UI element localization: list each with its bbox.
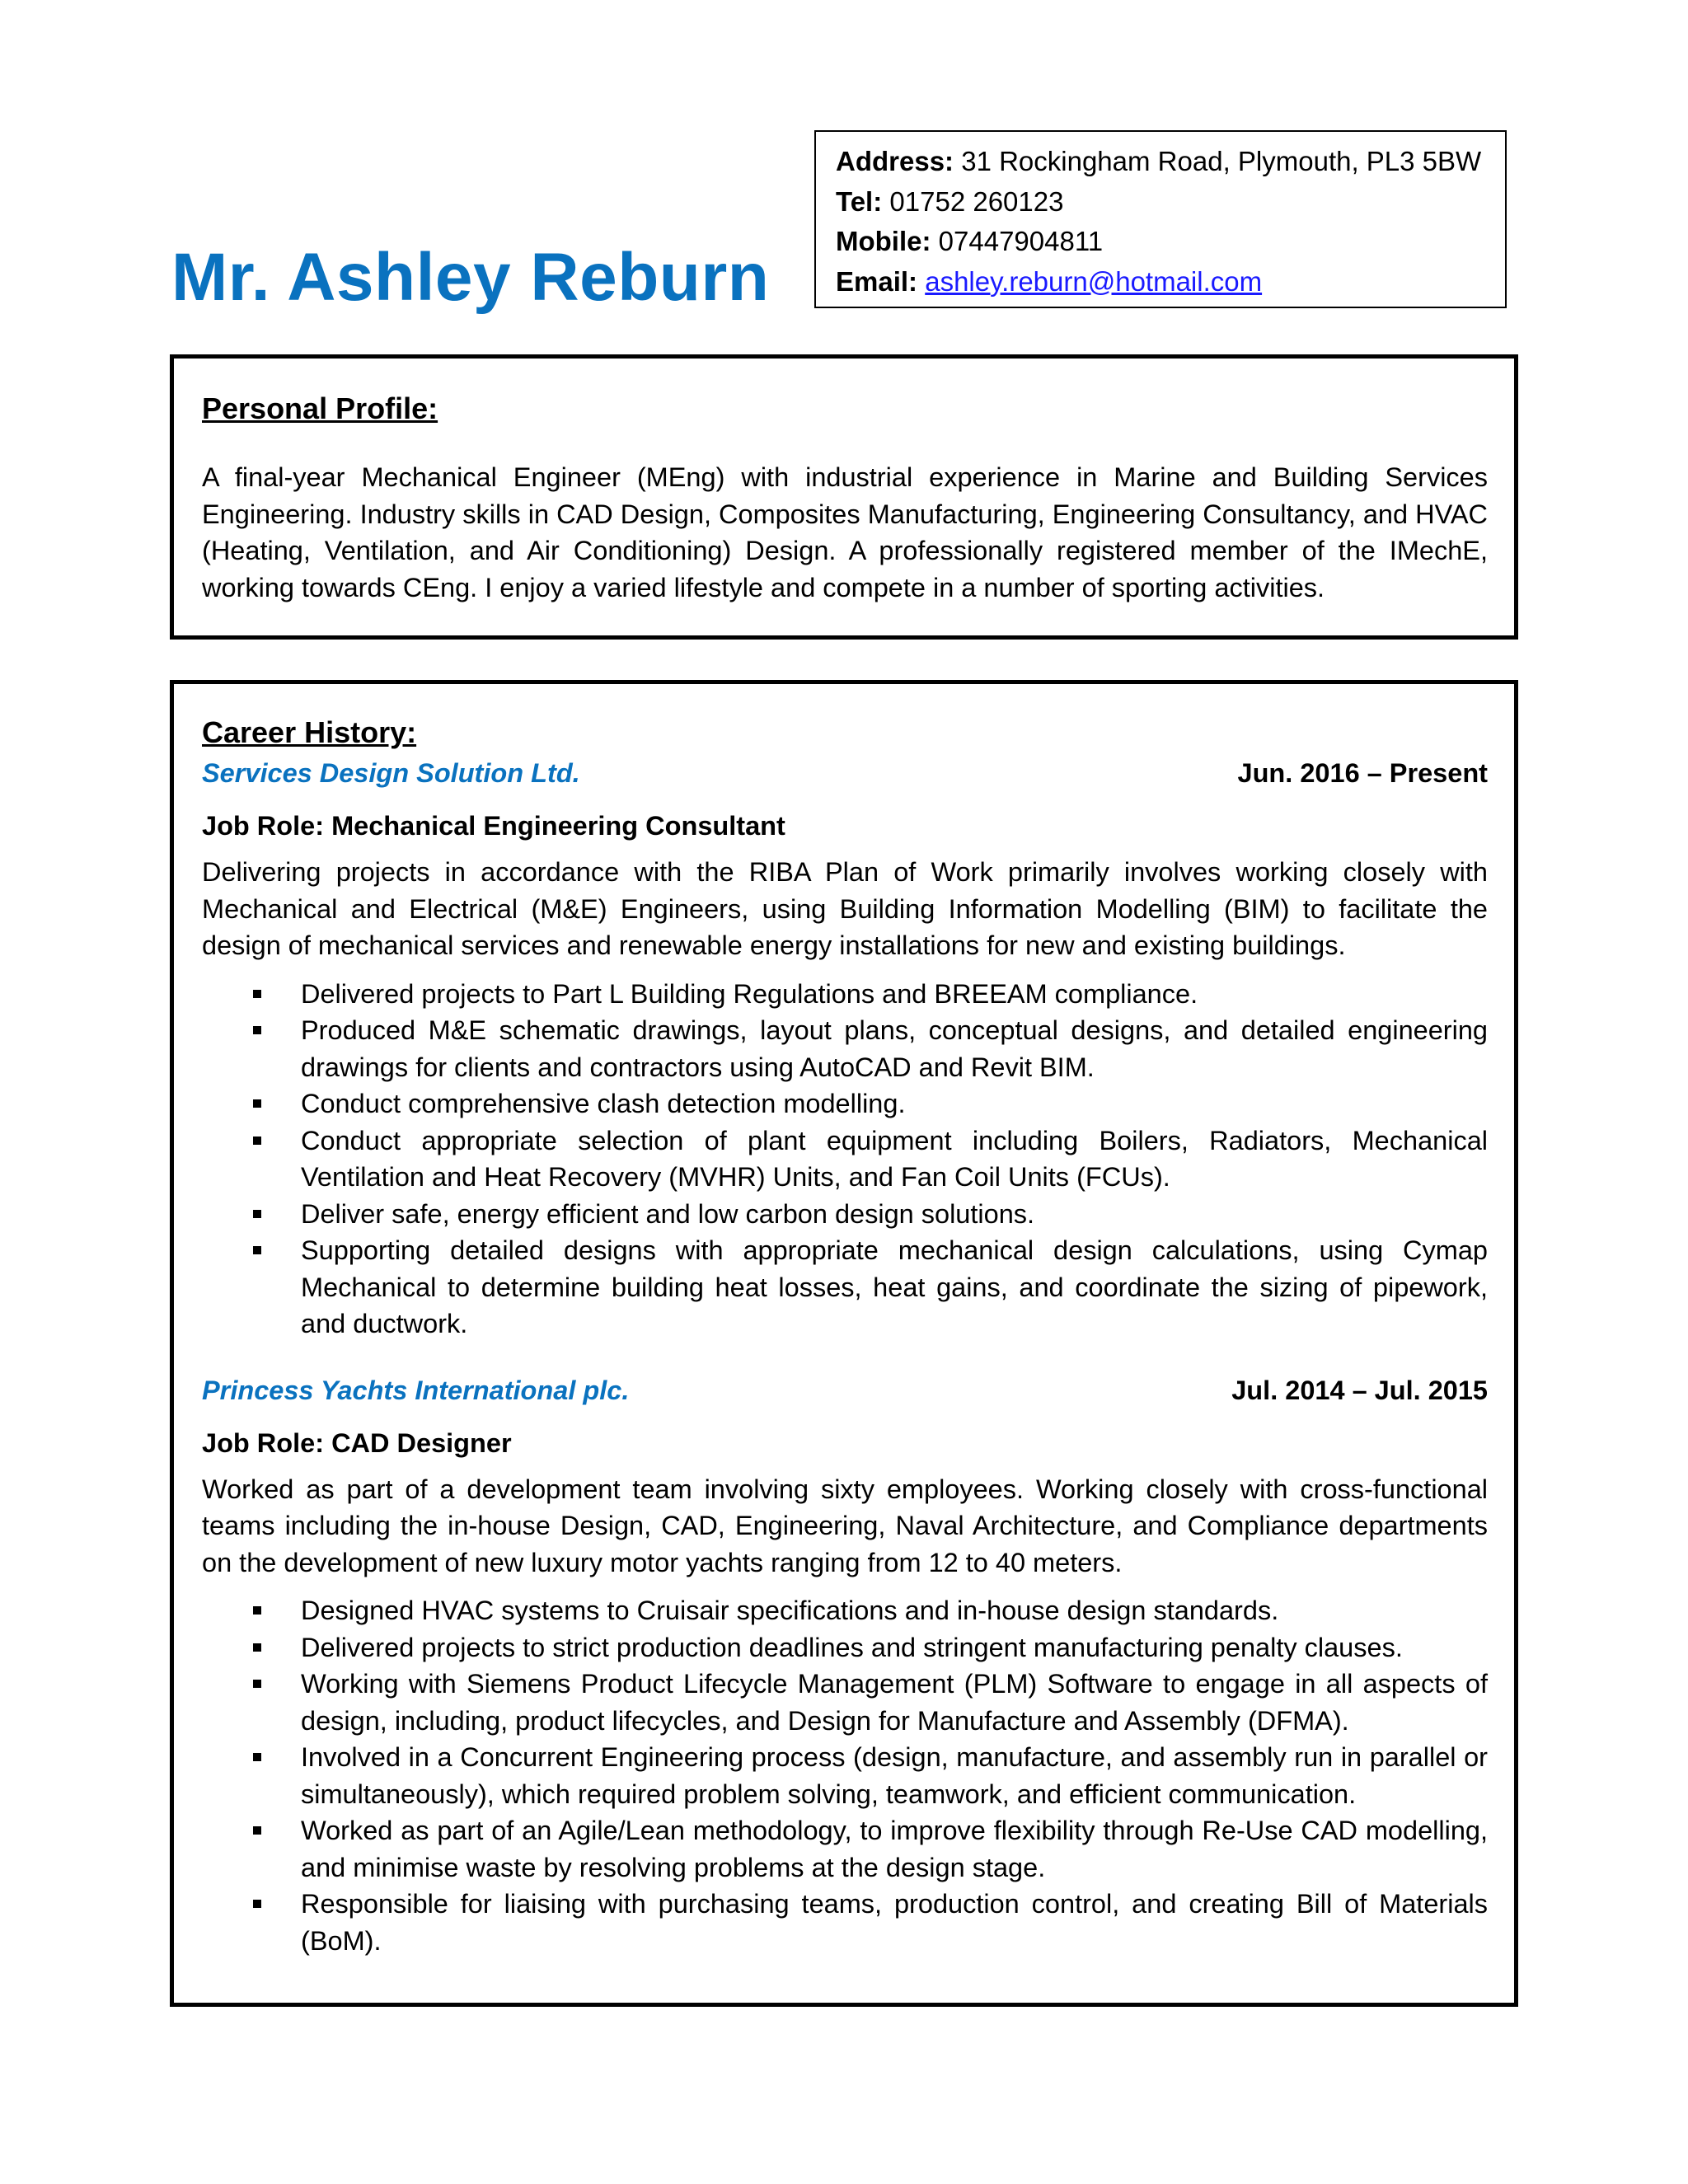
- job-bullet: [301, 1196, 1488, 1233]
- job-header: [202, 1372, 1488, 1408]
- candidate-name: Mr. Ashley Reburn: [171, 240, 770, 315]
- job-bullet: [301, 1812, 1488, 1886]
- mobile-label: Mobile:: [836, 226, 931, 256]
- bullet-text: Produced M&E schematic drawings, layout plans, conceptual designs, and detailed engineering drawings for clients and contractors using AutoCAD and Revit BIM.: [301, 1015, 1488, 1082]
- job-bullet: [301, 1122, 1488, 1196]
- square-bullet-icon: [253, 1099, 261, 1108]
- bullet-text: Deliver safe, energy efficient and low carbon design solutions.: [301, 1198, 1035, 1229]
- job-bullet: [301, 1085, 1488, 1122]
- email-label: Email:: [836, 265, 918, 297]
- bullet-text: Delivered projects to Part L Building Regulations and BREEAM compliance.: [301, 978, 1198, 1009]
- job-role: Job Role: CAD Designer: [202, 1427, 512, 1458]
- square-bullet-icon: [253, 1680, 261, 1688]
- company-name: Services Design Solution Ltd.: [202, 758, 580, 789]
- contact-mobile: [836, 222, 1505, 262]
- job-bullet: [301, 1666, 1488, 1739]
- square-bullet-icon: [253, 1026, 261, 1034]
- job-dates: Jul. 2014 – Jul. 2015: [1231, 1375, 1488, 1405]
- contact-tel: [836, 182, 1505, 223]
- job-bullet-list: [202, 1592, 1488, 1959]
- personal-profile-section: [170, 354, 1518, 640]
- profile-heading: Personal Profile:: [202, 391, 438, 425]
- bullet-text: Working with Siemens Product Lifecycle Management (PLM) Software to engage in all aspects of design, including, product lifecycles, and Design for Manufacture and Assembly (DFMA).: [301, 1669, 1488, 1736]
- bullet-text: Worked as part of an Agile/Lean methodology, to improve flexibility through Re-Use CAD modelling, and minimise waste by resolving problems at the design stage.: [301, 1816, 1488, 1882]
- square-bullet-icon: [253, 990, 261, 998]
- job-header: [202, 755, 1488, 791]
- job-description: Worked as part of a development team involving sixty employees. Working closely with cross-functional teams including the in-house Design, CAD, Engineering, Naval Architecture, and Compliance departments on the development of new luxury motor yachts ranging from 12 to 40 meters.: [202, 1474, 1488, 1577]
- job-bullet-list: [202, 976, 1488, 1343]
- career-history-section: [170, 680, 1518, 2007]
- email-link[interactable]: ashley.reburn@hotmail.com: [925, 265, 1263, 297]
- job-entry: [202, 1372, 1488, 1960]
- square-bullet-icon: [253, 1137, 261, 1145]
- bullet-text: Responsible for liaising with purchasing teams, production control, and creating Bill of Materials (BoM).: [301, 1889, 1488, 1956]
- profile-text: A final-year Mechanical Engineer (MEng) with industrial experience in Marine and Building Services Engineering. Industry skills in CAD Design, Composites Manufacturing, Engineering Consultancy, and HVAC (Heating, Ventilation, and Air Conditioning) Design. A professionally registered member of the IMechE, working towards CEng. I enjoy a varied lifestyle and compete in a number of sporting activities.: [202, 462, 1488, 602]
- job-dates: Jun. 2016 – Present: [1237, 758, 1488, 789]
- bullet-text: Delivered projects to strict production deadlines and stringent manufacturing penalty clauses.: [301, 1632, 1403, 1662]
- square-bullet-icon: [253, 1606, 261, 1615]
- address-label: Address:: [836, 146, 954, 176]
- job-description: Delivering projects in accordance with the RIBA Plan of Work primarily involves working closely with Mechanical and Electrical (M&E) Engineers, using Building Information Modelling (BIM) to facilitate the design of mechanical services and renewable energy installations for new and existing buildings.: [202, 857, 1488, 961]
- job-bullet: [301, 1886, 1488, 1959]
- job-bullet: [301, 1592, 1488, 1629]
- address-value: 31 Rockingham Road, Plymouth, PL3 5BW: [954, 146, 1482, 176]
- tel-value: 01752 260123: [882, 185, 1064, 217]
- contact-address: [836, 142, 1505, 182]
- job-role: Job Role: Mechanical Engineering Consultant: [202, 811, 785, 841]
- square-bullet-icon: [253, 1753, 261, 1761]
- square-bullet-icon: [253, 1643, 261, 1652]
- bullet-text: Conduct appropriate selection of plant equipment including Boilers, Radiators, Mechanical Ventilation and Heat Recovery (MVHR) Units, and Fan Coil Units (FCUs).: [301, 1125, 1488, 1193]
- contact-box: [814, 130, 1507, 308]
- bullet-text: Involved in a Concurrent Engineering process (design, manufacture, and assembly run in parallel or simultaneously), which required problem solving, teamwork, and efficient communication.: [301, 1742, 1488, 1809]
- job-bullet: [301, 1629, 1488, 1666]
- job-bullet: [301, 1012, 1488, 1085]
- job-bullet: [301, 1739, 1488, 1812]
- square-bullet-icon: [253, 1246, 261, 1254]
- bullet-text: Conduct comprehensive clash detection modelling.: [301, 1089, 906, 1119]
- square-bullet-icon: [253, 1900, 261, 1908]
- square-bullet-icon: [253, 1210, 261, 1218]
- tel-label: Tel:: [836, 185, 883, 217]
- square-bullet-icon: [253, 1826, 261, 1835]
- job-bullet: [301, 976, 1488, 1013]
- bullet-text: Supporting detailed designs with appropriate mechanical design calculations, using Cymap Mechanical to determine building heat losses, heat gains, and coordinate the sizing of pipework, and ductwork.: [301, 1235, 1488, 1339]
- bullet-text: Designed HVAC systems to Cruisair specifications and in-house design standards.: [301, 1596, 1279, 1626]
- contact-email: [836, 262, 1505, 302]
- mobile-value: 07447904811: [931, 226, 1104, 256]
- job-entry: [202, 755, 1488, 1343]
- career-heading: Career History:: [202, 715, 417, 749]
- company-name: Princess Yachts International plc.: [202, 1375, 630, 1405]
- job-bullet: [301, 1232, 1488, 1343]
